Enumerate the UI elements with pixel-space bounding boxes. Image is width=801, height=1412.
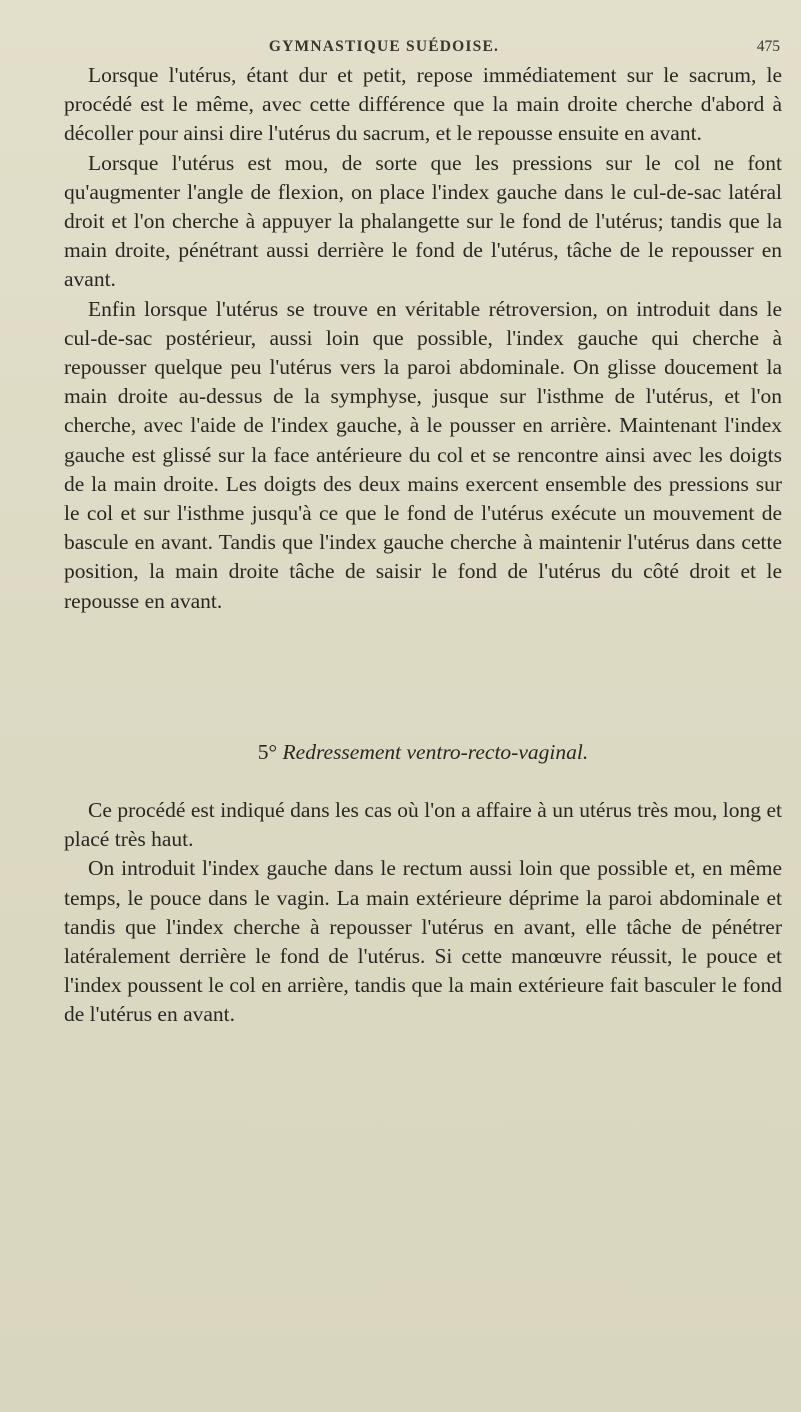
body-text-before-section xyxy=(64,61,782,616)
section-title: Redressement ventro-recto-vaginal. xyxy=(282,740,589,764)
paragraph-3: Enfin lorsque l'utérus se trouve en véritable rétroversion, on introduit dans le cul-de-sac postérieur, aussi loin que possible, l'index gauche qui cherche à repousser quelque peu l'utérus vers la paroi abdominale. On glisse doucement la main droite au-dessus de la symphyse, jusque sur l'isthme de l'utérus, et l'on cherche, avec l'aide de l'index gauche, à le pousser en arrière. Maintenant l'index gauche est glissé sur la face antérieure du col et se rencontre ainsi avec les doigts de la main droite. Les doigts des deux mains exercent ensemble des pressions sur le col et sur l'isthme jusqu'à ce que le fond de l'utérus exécute un mouvement de bascule en avant. Tandis que l'index gauche cherche à maintenir l'utérus dans cette position, la main droite tâche de saisir le fond de l'utérus du côté droit et le repousse en avant. xyxy=(64,296,782,613)
paragraph-2: Lorsque l'utérus est mou, de sorte que les pressions sur le col ne font qu'augmenter l'angle de flexion, on place l'index gauche dans le cul-de-sac latéral droit et l'on cherche à appuyer la phalangette sur le fond de l'utérus; tandis que la main droite, pénétrant aussi derrière le fond de l'utérus, tâche de le repousser en avant. xyxy=(64,150,782,292)
section-heading xyxy=(64,738,782,767)
section-number: 5° xyxy=(257,740,278,764)
body-text-after-section xyxy=(64,796,782,1030)
paragraph-1: Lorsque l'utérus, étant dur et petit, repose immédiatement sur le sacrum, le procédé est le même, avec cette différence que la main droite cherche d'abord à décoller pour ainsi dire l'utérus du sacrum, et le repousse ensuite en avant. xyxy=(64,63,782,146)
paragraph-5: On introduit l'index gauche dans le rectum aussi loin que possible et, en même temps, le pouce dans le vagin. La main extérieure déprime la paroi abdominale et tandis que l'index cherche à repousser l'utérus en avant, elle tâche de pénétrer latéralement derrière le fond de l'utérus. Si cette manœuvre réussit, le pouce et l'index poussent le col en arrière, tandis que la main extérieure fait basculer le fond de l'utérus en avant. xyxy=(64,856,782,1027)
page-number: 475 xyxy=(756,38,780,55)
paragraph-4: Ce procédé est indiqué dans les cas où l'on a affaire à un utérus très mou, long et placé très haut. xyxy=(64,798,782,852)
page-header xyxy=(64,38,780,60)
running-title: GYMNASTIQUE SUÉDOISE. xyxy=(268,38,500,55)
